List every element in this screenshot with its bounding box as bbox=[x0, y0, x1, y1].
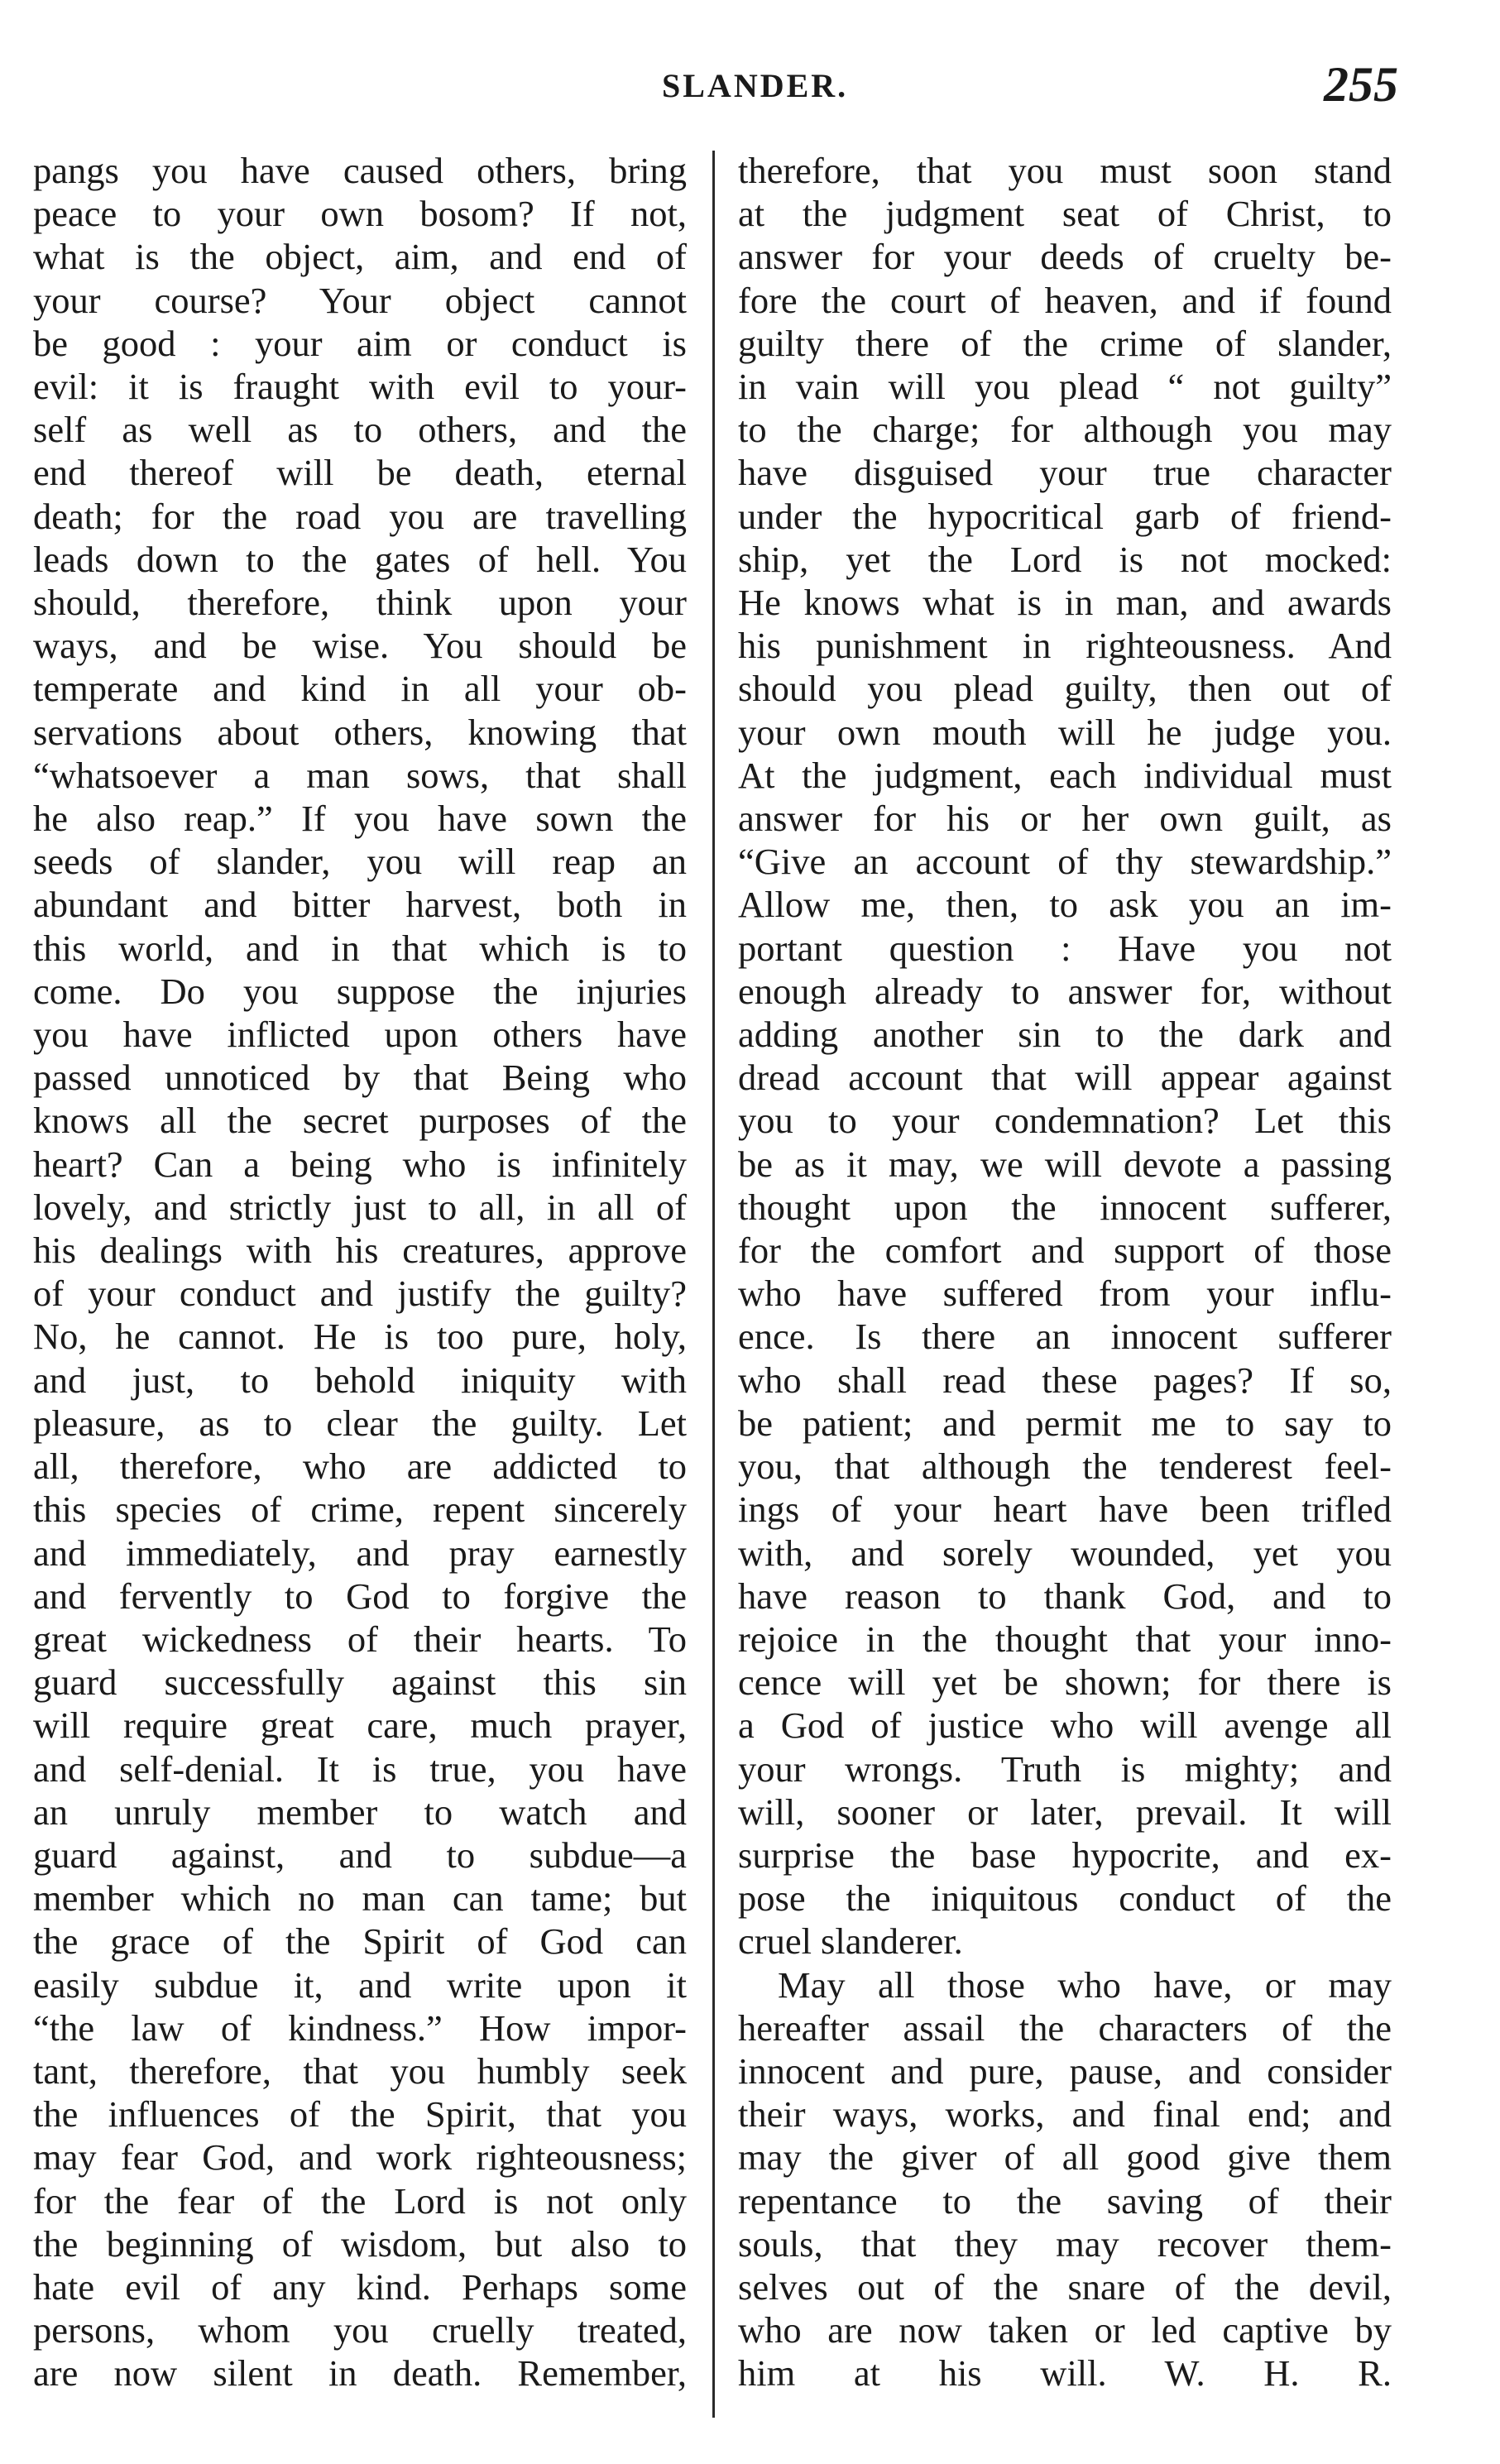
text-line: this world, and in that which is to bbox=[33, 927, 687, 969]
text-line: thought upon the innocent sufferer, bbox=[738, 1186, 1392, 1228]
text-line: “the law of kindness.” How impor- bbox=[33, 2006, 687, 2049]
text-line: guard against, and to subdue—a bbox=[33, 1834, 687, 1876]
text-line: your course? Your object cannot bbox=[33, 279, 687, 321]
text-line: easily subdue it, and write upon it bbox=[33, 1963, 687, 2006]
text-line: “Give an account of thy stewardship.” bbox=[738, 841, 1392, 883]
text-line: you to your condemnation? Let this bbox=[738, 1100, 1392, 1142]
text-line: his punishment in righteousness. And bbox=[738, 625, 1392, 667]
text-line: repentance to the saving of their bbox=[738, 2179, 1392, 2222]
text-line: therefore, that you must soon stand bbox=[738, 150, 1392, 191]
text-line: evil: it is fraught with evil to your- bbox=[33, 366, 687, 408]
left-column bbox=[33, 149, 687, 2433]
text-line: He knows what is in man, and awards bbox=[738, 582, 1392, 624]
text-line: this species of crime, repent sincerely bbox=[33, 1488, 687, 1531]
text-line: selves out of the snare of the devil, bbox=[738, 2265, 1392, 2308]
text-line: pangs you have caused others, bring bbox=[33, 150, 687, 191]
signature-line: him at his will. W. H. R. bbox=[738, 2352, 1392, 2394]
page-number: 255 bbox=[1324, 57, 1398, 112]
text-line: temperate and kind in all your ob- bbox=[33, 668, 687, 710]
text-line: At the judgment, each individual must bbox=[738, 754, 1392, 796]
text-line: innocent and pure, pause, and consider bbox=[738, 2049, 1392, 2092]
text-line: and just, to behold iniquity with bbox=[33, 1359, 687, 1401]
right-column bbox=[738, 149, 1392, 2433]
text-line: hereafter assail the characters of the bbox=[738, 2006, 1392, 2049]
text-line: to the charge; for although you may bbox=[738, 409, 1392, 451]
text-line: and self-denial. It is true, you have bbox=[33, 1747, 687, 1790]
text-line: member which no man can tame; but bbox=[33, 1877, 687, 1920]
text-line: passed unnoticed by that Being who bbox=[33, 1057, 687, 1099]
text-line: adding another sin to the dark and bbox=[738, 1014, 1392, 1056]
text-line: ways, and be wise. You should be bbox=[33, 625, 687, 667]
text-line: cence will yet be shown; for there is bbox=[738, 1661, 1392, 1704]
text-line: Allow me, then, to ask you an im- bbox=[738, 884, 1392, 926]
text-line: tant, therefore, that you humbly seek bbox=[33, 2049, 687, 2092]
text-line: your wrongs. Truth is mighty; and bbox=[738, 1747, 1392, 1790]
text-line: No, he cannot. He is too pure, holy, bbox=[33, 1316, 687, 1358]
text-line: for the fear of the Lord is not only bbox=[33, 2179, 687, 2222]
text-line: be as it may, we will devote a passing bbox=[738, 1143, 1392, 1185]
text-line: a God of justice who will avenge all bbox=[738, 1704, 1392, 1747]
text-line: the influences of the Spirit, that you bbox=[33, 2093, 687, 2136]
text-line: guard successfully against this sin bbox=[33, 1661, 687, 1704]
text-line: answer for his or her own guilt, as bbox=[738, 798, 1392, 840]
text-line: at the judgment seat of Christ, to bbox=[738, 193, 1392, 235]
text-line: heart? Can a being who is infinitely bbox=[33, 1143, 687, 1185]
column-divider bbox=[712, 151, 715, 2418]
text-line: rejoice in the thought that your inno- bbox=[738, 1618, 1392, 1660]
text-line: lovely, and strictly just to all, in all of bbox=[33, 1186, 687, 1228]
text-line: what is the object, aim, and end of bbox=[33, 236, 687, 278]
text-line: may the giver of all good give them bbox=[738, 2136, 1392, 2179]
text-line: portant question : Have you not bbox=[738, 927, 1392, 969]
text-line: are now silent in death. Remember, bbox=[33, 2352, 687, 2394]
text-line: servations about others, knowing that bbox=[33, 711, 687, 753]
text-line: he also reap.” If you have sown the bbox=[33, 798, 687, 840]
text-line: should you plead guilty, then out of bbox=[738, 668, 1392, 710]
text-line: with, and sorely wounded, yet you bbox=[738, 1532, 1392, 1574]
text-line: who have suffered from your influ- bbox=[738, 1273, 1392, 1315]
text-line: death; for the road you are travelling bbox=[33, 495, 687, 537]
running-title: SLANDER. bbox=[662, 67, 849, 104]
text-line: of your conduct and justify the guilty? bbox=[33, 1273, 687, 1315]
text-line: your own mouth will he judge you. bbox=[738, 711, 1392, 753]
text-line: the grace of the Spirit of God can bbox=[33, 1920, 687, 1963]
text-line: in vain will you plead “ not guilty” bbox=[738, 366, 1392, 408]
text-line: will, sooner or later, prevail. It will bbox=[738, 1790, 1392, 1833]
text-line: for the comfort and support of those bbox=[738, 1230, 1392, 1272]
text-line: surprise the base hypocrite, and ex- bbox=[738, 1834, 1392, 1876]
text-line: should, therefore, think upon your bbox=[33, 582, 687, 624]
text-line: an unruly member to watch and bbox=[33, 1790, 687, 1833]
text-line: who are now taken or led captive by bbox=[738, 2309, 1392, 2351]
text-line: and fervently to God to forgive the bbox=[33, 1575, 687, 1617]
text-line: fore the court of heaven, and if found bbox=[738, 279, 1392, 321]
text-line: self as well as to others, and the bbox=[33, 409, 687, 451]
text-line: the beginning of wisdom, but also to bbox=[33, 2222, 687, 2265]
text-line: seeds of slander, you will reap an bbox=[33, 841, 687, 883]
text-line: will require great care, much prayer, bbox=[33, 1704, 687, 1747]
text-line: ings of your heart have been trifled bbox=[738, 1488, 1392, 1531]
text-line: peace to your own bosom? If not, bbox=[33, 193, 687, 235]
text-line: their ways, works, and final end; and bbox=[738, 2093, 1392, 2136]
text-line: may fear God, and work righteousness; bbox=[33, 2136, 687, 2179]
text-line: pose the iniquitous conduct of the bbox=[738, 1877, 1392, 1920]
text-line: end thereof will be death, eternal bbox=[33, 452, 687, 494]
text-line: have reason to thank God, and to bbox=[738, 1575, 1392, 1617]
text-line: knows all the secret purposes of the bbox=[33, 1100, 687, 1142]
text-line: and immediately, and pray earnestly bbox=[33, 1532, 687, 1574]
text-line: all, therefore, who are addicted to bbox=[33, 1445, 687, 1488]
text-line: pleasure, as to clear the guilty. Let bbox=[33, 1402, 687, 1444]
text-line: enough already to answer for, without bbox=[738, 970, 1392, 1012]
text-line: hate evil of any kind. Perhaps some bbox=[33, 2265, 687, 2308]
text-line: May all those who have, or may bbox=[778, 1963, 1392, 2006]
text-line: ship, yet the Lord is not mocked: bbox=[738, 538, 1392, 580]
text-line: be good : your aim or conduct is bbox=[33, 322, 687, 364]
text-line: answer for your deeds of cruelty be- bbox=[738, 236, 1392, 278]
text-line: “whatsoever a man sows, that shall bbox=[33, 754, 687, 796]
text-line: his dealings with his creatures, approve bbox=[33, 1230, 687, 1272]
text-line: who shall read these pages? If so, bbox=[738, 1359, 1392, 1401]
text-line: dread account that will appear against bbox=[738, 1057, 1392, 1099]
text-line: cruel slanderer. bbox=[738, 1920, 963, 1963]
text-line: guilty there of the crime of slander, bbox=[738, 322, 1392, 364]
text-line: souls, that they may recover them- bbox=[738, 2222, 1392, 2265]
text-line: ence. Is there an innocent sufferer bbox=[738, 1316, 1392, 1358]
text-line: come. Do you suppose the injuries bbox=[33, 970, 687, 1012]
text-line: persons, whom you cruelly treated, bbox=[33, 2309, 687, 2351]
text-line: leads down to the gates of hell. You bbox=[33, 538, 687, 580]
text-line: be patient; and permit me to say to bbox=[738, 1402, 1392, 1444]
text-line: abundant and bitter harvest, both in bbox=[33, 884, 687, 926]
running-head bbox=[33, 57, 1398, 132]
text-line: have disguised your true character bbox=[738, 452, 1392, 494]
text-line: under the hypocritical garb of friend- bbox=[738, 495, 1392, 537]
text-line: you have inflicted upon others have bbox=[33, 1014, 687, 1056]
text-line: great wickedness of their hearts. To bbox=[33, 1618, 687, 1660]
text-line: you, that although the tenderest feel- bbox=[738, 1445, 1392, 1488]
